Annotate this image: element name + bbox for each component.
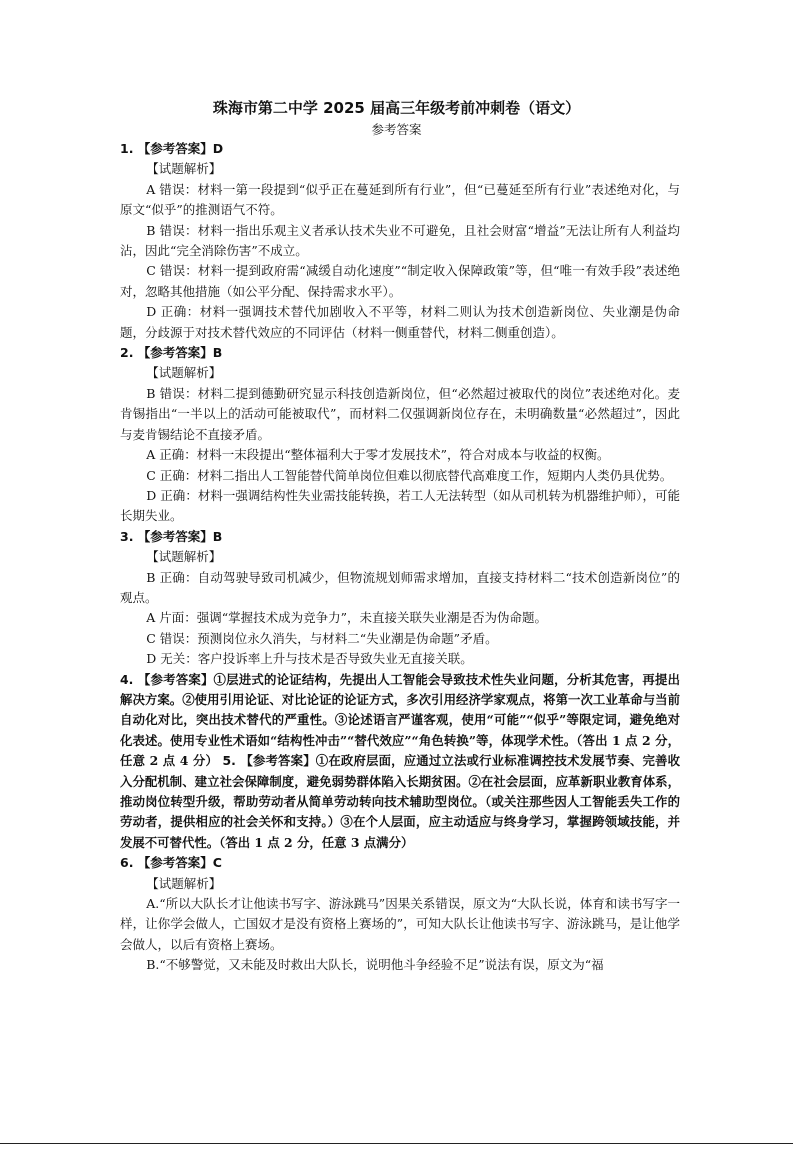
question-2-option-b: B 错误：材料二提到德勤研究显示科技创造新岗位，但“必然超过被取代的岗位”表述绝对化。麦肯锡指出“一半以上的活动可能被取代”，而材料二仅强调新岗位存在，未明确数量“必然超过”，因此与麦肯锡结论不直接矛盾。 <box>120 385 680 442</box>
document-subtitle: 参考答案 <box>371 122 422 137</box>
question-3-option-a: A 片面：强调“掌握技术成为竞争力”，未直接关联失业潮是否为伪命题。 <box>146 610 548 626</box>
question-1-option-b: B 错误：材料一指出乐观主义者承认技术失业不可避免，且社会财富“增益”无法让所有人利益均沾，因此“完全消除伤害”不成立。 <box>120 222 680 259</box>
question-1-answer: 1. 【参考答案】D <box>120 141 224 156</box>
page-bottom-divider <box>0 1143 793 1144</box>
question-4-number: 4. <box>120 671 138 687</box>
question-2-analysis-label: 【试题解析】 <box>146 365 222 381</box>
document-title: 珠海市第二中学 2025 届高三年级考前冲刺卷（语文） <box>212 99 581 117</box>
question-3-option-c: C 错误：预测岗位永久消失，与材料二“失业潮是伪命题”矛盾。 <box>146 630 498 646</box>
question-1-analysis-label: 【试题解析】 <box>146 161 222 177</box>
question-6-option-a: A.“所以大队长才让他读书写字、游泳跳马”因果关系错误，原文为“大队长说，体育和读书写字一样，让你学会做人，亡国奴才是没有资格上赛场的”，可知大队长让他读书写字、游泳跳马，是让他学会做人，以后有资格上赛场。 <box>120 896 680 952</box>
question-1-option-d: D 正确：材料一强调技术替代加剧收入不平等，材料二则认为技术创造新岗位、失业潮是伪命题，分歧源于对技术替代效应的不同评估（材料一侧重替代，材料二侧重创造）。 <box>120 304 680 340</box>
question-3-option-d: D 无关：客户投诉率上升与技术是否导致失业无直接关联。 <box>146 651 473 667</box>
question-4-5-answer-block <box>120 670 680 854</box>
question-4-answer: 【参考答案】①层进式的论证结构，先提出人工智能会导致技术性失业问题，分析其危害，再提出解决方案。②使用引用论证、对比论证的论证方式，多次引用经济学家观点，将第一次工业革命与当前自动化对比，突出技术替代的严重性。③论述语言严谨客观，使用“可能”“似乎”等限定词，避免绝对化表述。使用专业性术语如“结构性冲击”“替代效应”“角色转换”等，体现学术性。（答出 1 点 2 分，任意 2 点 4 分） <box>120 671 680 769</box>
question-2-option-a: A 正确：材料一末段提出“整体福利大于零才发展技术”，符合对成本与收益的权衡。 <box>146 447 610 463</box>
question-2-option-c: C 正确：材料二指出人工智能替代简单岗位但难以彻底替代高难度工作，短期内人类仍具优势。 <box>146 467 673 483</box>
question-3-option-b: B 正确：自动驾驶导致司机减少，但物流规划师需求增加，直接支持材料二“技术创造新岗位”的观点。 <box>120 569 680 605</box>
question-1-option-c: C 错误：材料一提到政府需“减缓自动化速度”“制定收入保障政策”等，但“唯一有效手段”表述绝对，忽略其他措施（如公平分配、保持需求水平）。 <box>120 263 680 299</box>
question-6-answer: 6. 【参考答案】C <box>120 855 222 871</box>
question-5-number: 5. <box>222 753 241 769</box>
question-5-answer: 【参考答案】①在政府层面，应通过立法或行业标准调控技术发展节奏、完善收入分配机制、建立社会保障制度，避免弱势群体陷入长期贫困。②在社会层面，应革新职业教育体系，推动岗位转型升级，帮助劳动者从简单劳动转向技术辅助型岗位。（或关注那些因人工智能丢失工作的劳动者，提供相应的社会关怀和支持。）③在个人层面，应主动适应与终身学习，掌握跨领域技能，并发展不可替代性。（答出 1 点 2 分，任意 3 点满分） <box>120 753 680 850</box>
question-2-option-d: D 正确：材料一强调结构性失业需技能转换，若工人无法转型（如从司机转为机器维护师），可能长期失业。 <box>120 487 680 524</box>
question-3-analysis-label: 【试题解析】 <box>146 549 222 565</box>
question-2-answer: 2. 【参考答案】B <box>120 345 223 361</box>
answer-content <box>120 139 680 976</box>
question-6-analysis-label: 【试题解析】 <box>146 875 222 891</box>
question-1-option-a: A 错误：材料一第一段提到“似乎正在蔓延到所有行业”，但“已蔓延至所有行业”表述绝对化，与原文“似乎”的推测语气不符。 <box>120 181 680 218</box>
question-6-option-b: B.“不够警觉，又未能及时救出大队长，说明他斗争经验不足”说法有误，原文为“福 <box>146 957 604 973</box>
question-3-answer: 3. 【参考答案】B <box>120 528 223 544</box>
